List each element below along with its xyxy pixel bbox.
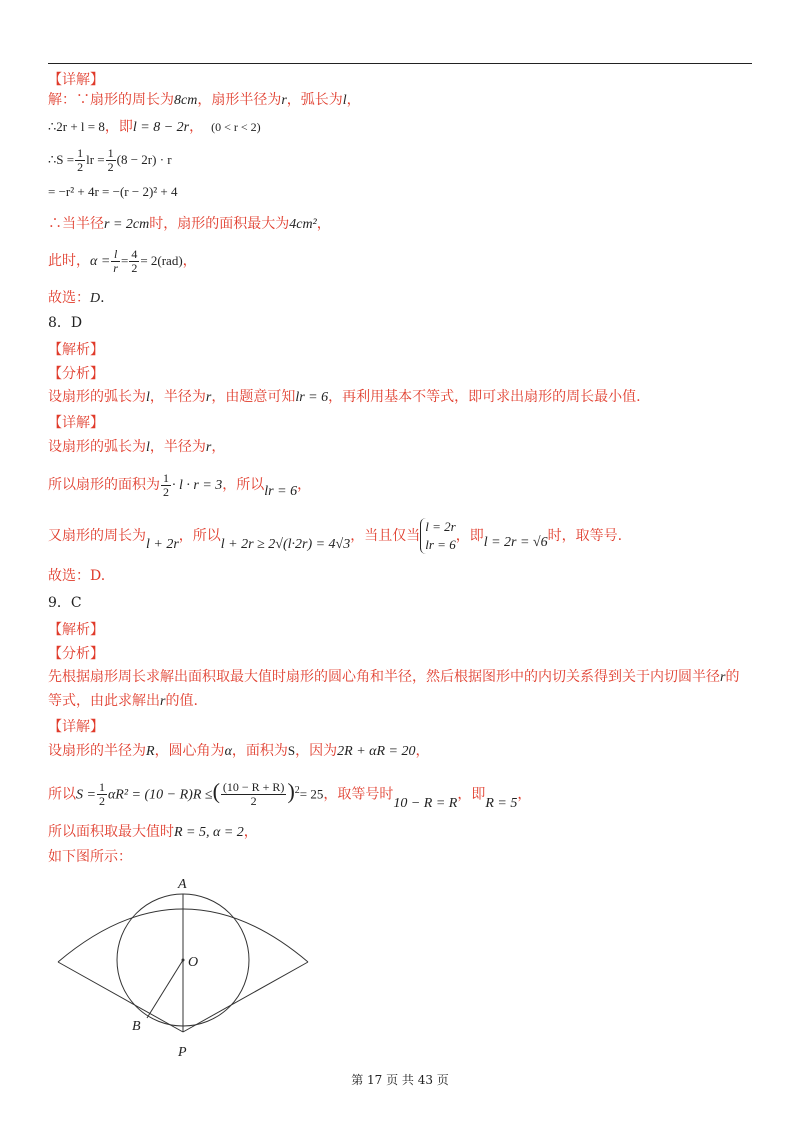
text: 【分析】 (48, 366, 104, 382)
analysis-line-9b (48, 691, 198, 712)
segment-OB (147, 960, 183, 1018)
math: 2R + αR = 20 (337, 744, 416, 759)
text: ，当且仅当 (350, 528, 421, 544)
detail-line-8c (48, 516, 622, 557)
math: l (146, 440, 150, 455)
label-o: O (188, 955, 199, 970)
text: 时，取等号. (547, 528, 623, 544)
math: = 2(rad) (140, 253, 183, 268)
math: D (90, 291, 101, 306)
text: ，面积为 (231, 743, 288, 759)
question-9-number (48, 593, 82, 613)
text: 解：∵扇形的周长为 (48, 92, 174, 108)
math: r (281, 93, 287, 108)
text: 【分析】 (48, 646, 104, 662)
text: ∴当半径 (48, 216, 104, 232)
math: (0 < r < 2) (211, 120, 261, 134)
math: r = 2cm (104, 217, 150, 232)
text: 【详解】 (48, 719, 104, 735)
heading-detail-9 (48, 717, 104, 737)
text: 此时， (48, 253, 90, 269)
fraction-l-over-r: $\frac{l}{r}$ (113, 246, 118, 275)
fraction-big: $\frac{(10 - R + R)}{2}$ (222, 780, 285, 809)
text: ，扇形半径为 (197, 92, 282, 108)
math: S = (76, 787, 96, 803)
math: r (720, 670, 726, 685)
solution-line-1 (48, 90, 361, 111)
text: ， (189, 119, 204, 135)
detail-line-9c (48, 822, 258, 843)
section-heading-detail (48, 70, 104, 90)
sector-incircle-figure (48, 866, 328, 1062)
solution-line-5 (48, 214, 331, 235)
math: R (146, 744, 155, 759)
detail-line-8b (48, 470, 311, 501)
paren-open: ( (212, 778, 220, 804)
fraction-4-over-2: $\frac{4}{2}$ (131, 246, 138, 275)
math: r (160, 694, 166, 709)
text: 时，扇形的面积最大为 (149, 216, 290, 232)
exponent: 2 (294, 785, 300, 796)
heading-detail-8 (48, 413, 104, 433)
heading-breakdown-9 (48, 644, 104, 664)
text: 【解析】 (48, 342, 104, 358)
heading-analysis-9 (48, 620, 104, 640)
page-footer: 第 17 页 共 43 页 (351, 1073, 449, 1087)
math: ∴2r + l = 8 (48, 119, 105, 134)
math: 10 − R = R (393, 795, 458, 811)
math: S (287, 743, 296, 758)
text: 8．D (48, 315, 83, 331)
analysis-line-8 (48, 387, 641, 408)
math: lr = 6 (295, 390, 329, 405)
fraction-half: $\frac{1}{2}$ (163, 470, 169, 499)
math: ∴S = (48, 152, 75, 167)
text: ， (297, 477, 312, 493)
text: ，半径为 (149, 439, 206, 455)
paren-close: ) (287, 778, 295, 804)
label-b: B (132, 1019, 141, 1034)
text: ，所以 (222, 477, 265, 493)
text: ，所以 (178, 528, 221, 544)
header-rule (48, 63, 752, 64)
text: 所以扇形的面积为 (48, 477, 160, 493)
fraction-half: $\frac{1}{2}$ (107, 145, 114, 174)
text: ，即 (455, 528, 484, 544)
text: ，半径为 (149, 389, 206, 405)
text: 的值. (165, 693, 198, 709)
label-a: A (178, 877, 187, 892)
solution-line-4 (48, 182, 178, 202)
text: 设扇形的弧长为 (48, 439, 146, 455)
math: 8cm (174, 93, 198, 108)
detail-line-9b (48, 772, 531, 815)
sector-left-radius (58, 962, 183, 1032)
detail-line-8a (48, 437, 225, 458)
solution-line-2 (48, 117, 261, 138)
math: = −r² + 4r = −(r − 2)² + 4 (48, 184, 178, 199)
text: ，因为 (295, 743, 338, 759)
math: α = (90, 254, 111, 269)
equation-system: l = 2r lr = 6 (420, 518, 455, 554)
answer-line-7 (48, 288, 105, 309)
text: 【详解】 (48, 415, 104, 431)
text: ，即 (104, 119, 133, 135)
text: ， (211, 439, 226, 455)
answer-line-8 (48, 566, 105, 586)
text: 9．C (48, 595, 82, 611)
text: 所以 (48, 786, 76, 803)
text: ，再利用基本不等式，即可求出扇形的周长最小值. (328, 389, 641, 405)
math: (8 − 2r) · r (116, 152, 172, 167)
text: ， (316, 216, 331, 232)
math: r (205, 440, 212, 455)
detail-line-9d (48, 847, 132, 867)
solution-line-3 (48, 146, 172, 174)
text: 的 (725, 669, 740, 685)
text: 先根据扇形周长求解出面积取最大值时扇形的圆心角和半径，然后根据图形中的内切关系得到关于内切圆半径 (48, 669, 720, 685)
math: l = 2r = √6 (483, 535, 548, 550)
text: ，即 (457, 786, 486, 803)
math: lr = 6 (264, 484, 298, 499)
text: 故选： (48, 290, 90, 306)
math: = (120, 253, 129, 268)
math: R = 5 (485, 795, 518, 811)
fraction-half: $\frac{1}{2}$ (77, 145, 84, 174)
math: l (342, 93, 347, 108)
math: l + 2r ≥ 2√(l·2r) = 4√3 (220, 537, 351, 552)
text: 如下图所示： (48, 849, 132, 865)
text: ， (243, 824, 258, 840)
math: r (205, 390, 212, 405)
math: α (224, 744, 232, 759)
center-dot (182, 959, 185, 962)
question-8-number (48, 313, 82, 333)
text: 【解析】 (48, 622, 104, 638)
math: R = 5, α = 2 (174, 825, 244, 840)
label-p: P (178, 1045, 187, 1060)
text: 设扇形的弧长为 (48, 389, 146, 405)
solution-line-6 (48, 246, 197, 277)
sector-right-radius (183, 962, 308, 1032)
detail-line-9a (48, 741, 430, 762)
math: 4cm² (289, 217, 317, 232)
heading-breakdown (48, 364, 104, 384)
text: ， (346, 92, 361, 108)
math: lr = (86, 152, 105, 167)
math: αR² = (10 − R)R ≤ (107, 787, 213, 803)
math: l (146, 390, 150, 405)
text: 又扇形的周长为 (48, 528, 146, 544)
text: ，取等号时 (323, 786, 394, 803)
text: 所以面积取最大值时 (48, 824, 174, 840)
text: ， (517, 786, 532, 803)
text: ，由题意可知 (211, 389, 296, 405)
heading-text: 【详解】 (48, 72, 104, 88)
text: 故选：D. (48, 568, 106, 584)
math: = 25 (299, 786, 324, 802)
heading-analysis (48, 340, 104, 360)
fraction-half: $\frac{1}{2}$ (98, 780, 105, 809)
math: l + 2r (146, 537, 179, 552)
math: · l · r = 3 (172, 478, 223, 493)
text: . (100, 290, 105, 306)
text: ，弧长为 (286, 92, 343, 108)
math: l = 8 − 2r (132, 120, 190, 135)
text: 等式，由此求解出 (48, 693, 160, 709)
text: ， (182, 253, 197, 269)
text: 设扇形的半径为 (48, 743, 146, 759)
text: ， (415, 743, 430, 759)
text: ，圆心角为 (154, 743, 225, 759)
analysis-line-9a (48, 667, 739, 688)
